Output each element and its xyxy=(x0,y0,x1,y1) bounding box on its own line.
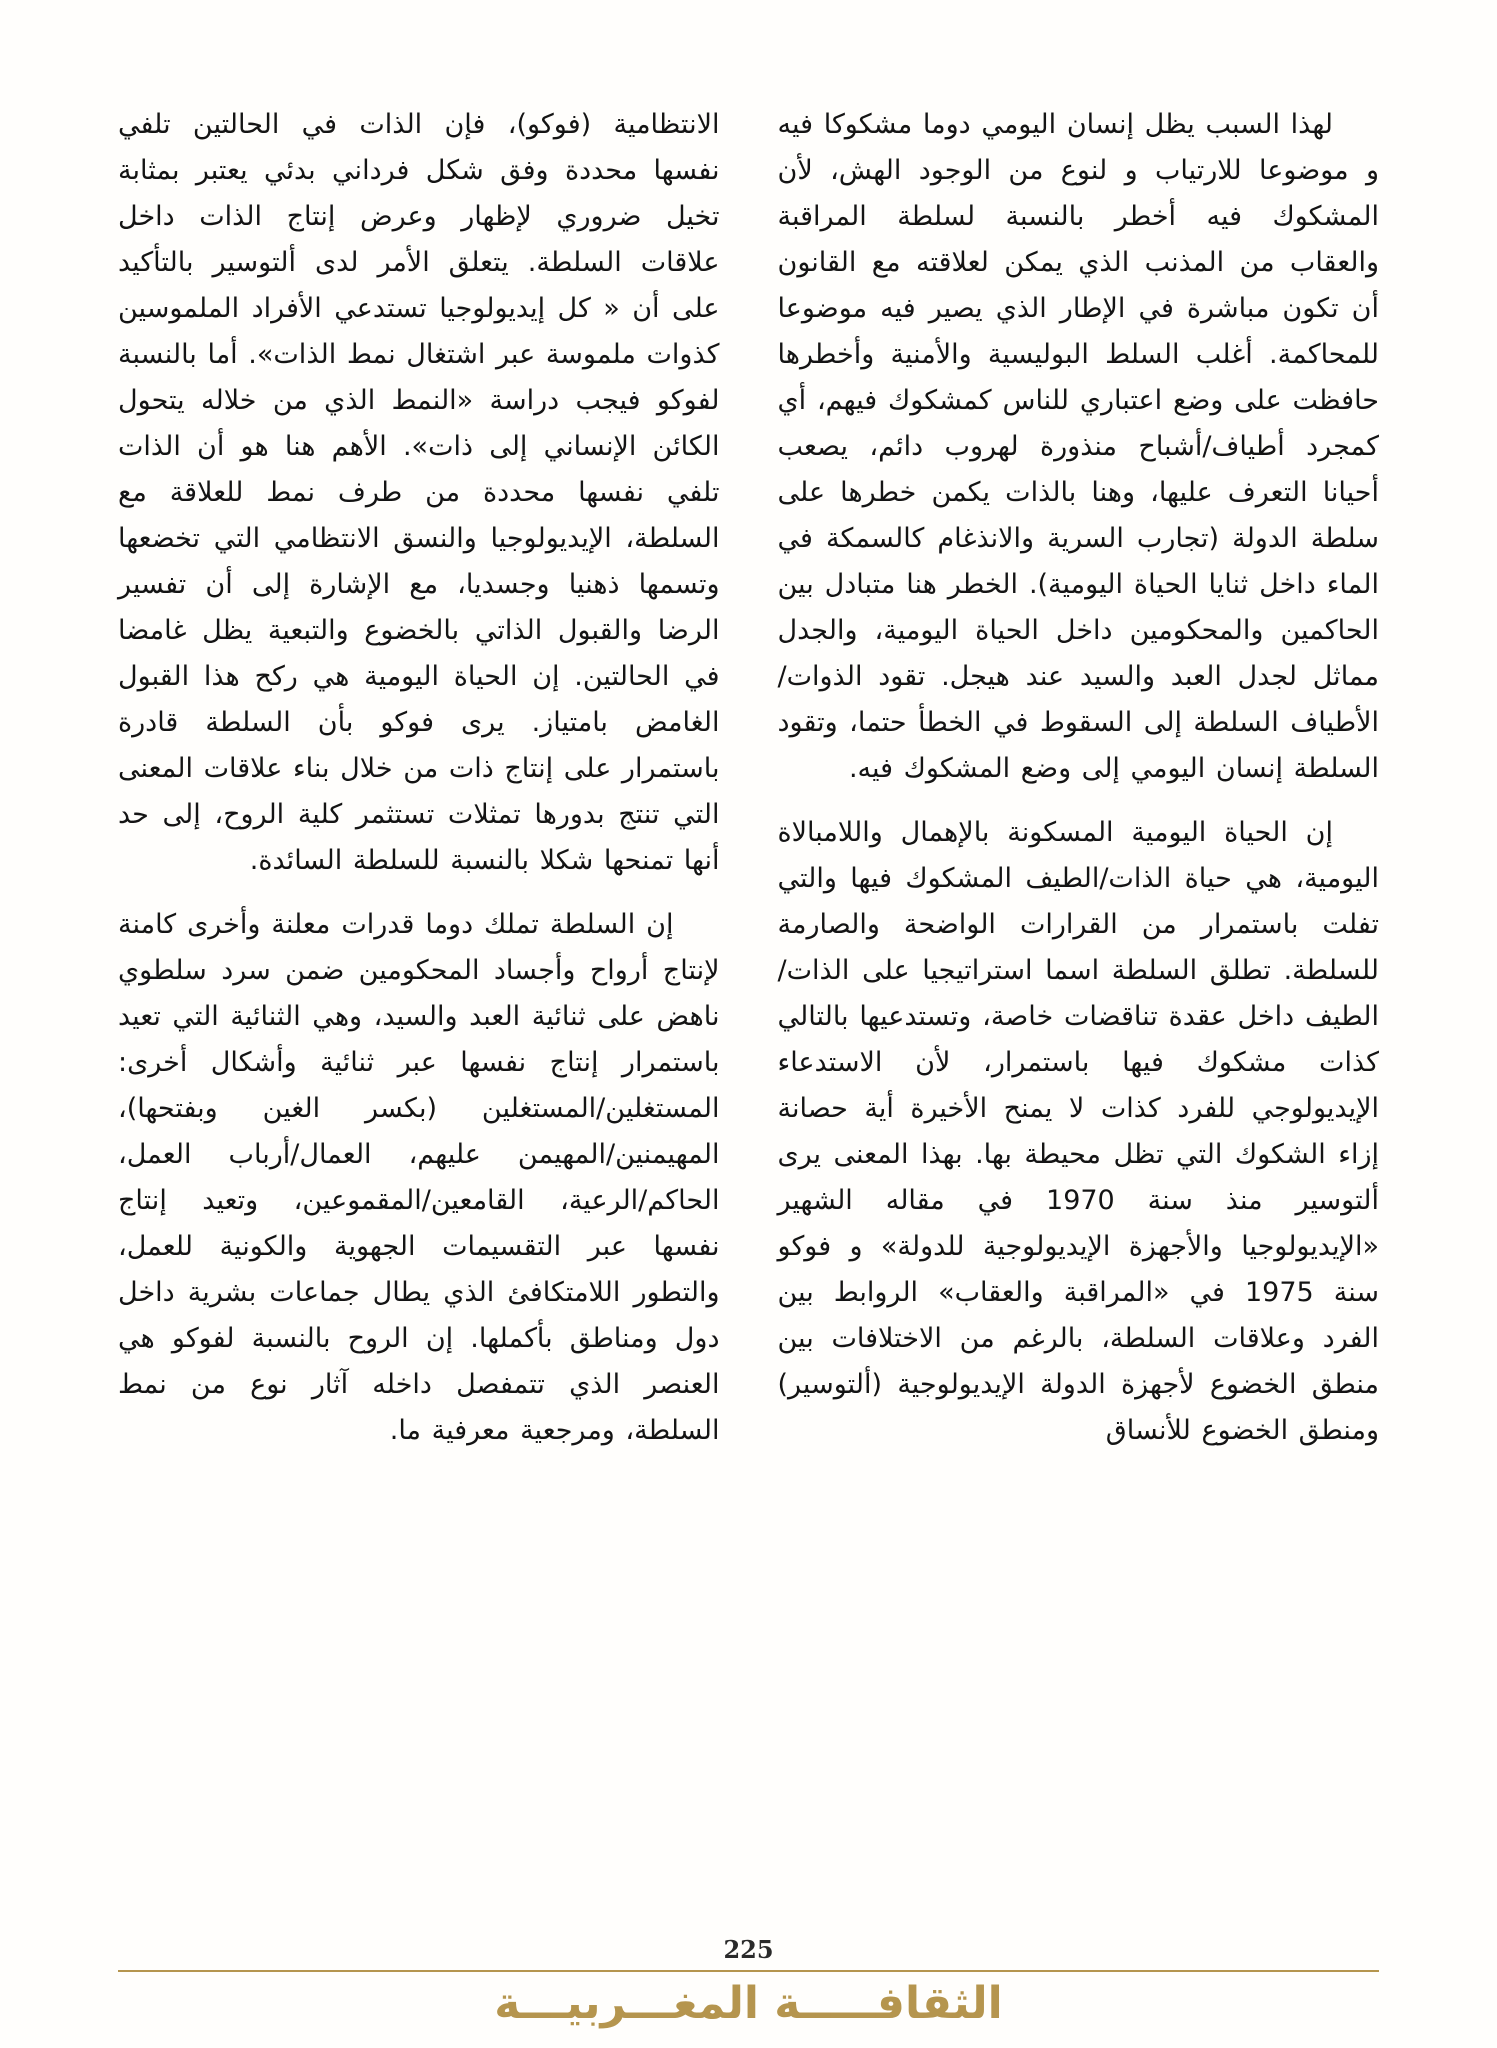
page-number: 225 xyxy=(723,1934,774,1964)
page-footer xyxy=(118,1935,1379,2028)
text-column-right xyxy=(778,102,1380,1918)
footer-divider xyxy=(118,1970,1379,1972)
journal-title-calligraphy: الثقافـــــة المغـــربيـــة xyxy=(494,1977,1003,2029)
paragraph: إن السلطة تملك دوما قدرات معلنة وأخرى كامنة لإنتاج أرواح وأجساد المحكومين ضمن سرد سلطوي ناهض على ثنائية العبد والسيد، وهي الثنائية التي تعيد باستمرار إنتاج نفسها عبر ثنائية وأشكال أخرى: المستغلين/المستغلين (بكسر الغين وبفتحها)، المهيمنين/المهيمن عليهم، العمال/أرباب العمل، الحاكم/الرعية، القامعين/المقموعين، وتعيد إنتاج نفسها عبر التقسيمات الجهوية والكونية للعمل، والتطور اللامتكافئ الذي يطال جماعات بشرية داخل دول ومناطق بأكملها. إن الروح بالنسبة لفوكو هي العنصر الذي تتمفصل داخله آثار نوع من نمط السلطة، ومرجعية معرفية ما. xyxy=(118,909,720,1446)
paragraph: إن الحياة اليومية المسكونة بالإهمال واللامبالاة اليومية، هي حياة الذات/الطيف المشكوك فيها والتي تفلت باستمرار من القرارات الواضحة والصارمة للسلطة. تطلق السلطة اسما استراتيجيا على الذات/الطيف داخل عقدة تناقضات خاصة، وتستدعيها بالتالي كذات مشكوك فيها باستمرار، لأن الاستدعاء الإيديولوجي للفرد كذات لا يمنح الأخيرة أية حصانة إزاء الشكوك التي تظل محيطة بها. بهذا المعنى يرى ألتوسير منذ سنة 1970 في مقاله الشهير «الإيديولوجيا والأجهزة الإيديولوجية للدولة» و فوكو سنة 1975 في «المراقبة والعقاب» الروابط بين الفرد وعلاقات السلطة، بالرغم من الاختلافات بين منطق الخضوع لأجهزة الدولة الإيديولوجية (ألتوسير) ومنطق الخضوع للأنساق xyxy=(777,817,1379,1446)
two-column-text-area xyxy=(118,102,1379,1918)
paragraph: لهذا السبب يظل إنسان اليومي دوما مشكوكا فيه و موضوعا للارتياب و لنوع من الوجود الهش، لأن المشكوك فيه أخطر بالنسبة لسلطة المراقبة والعقاب من المذنب الذي يمكن لعلاقته مع القانون أن تكون مباشرة في الإطار الذي يصير فيه موضوعا للمحاكمة. أغلب السلط البوليسية والأمنية وأخطرها حافظت على وضع اعتباري للناس كمشكوك فيهم، أي كمجرد أطياف/أشباح منذورة لهروب دائم، يصعب أحيانا التعرف عليها، وهنا بالذات يكمن خطرها على سلطة الدولة (تجارب السرية والانذغام كالسمكة في الماء داخل ثنايا الحياة اليومية). الخطر هنا متبادل بين الحاكمين والمحكومين داخل الحياة اليومية، والجدل مماثل لجدل العبد والسيد عند هيجل. تقود الذوات/الأطياف السلطة إلى السقوط في الخطأ حتما، وتقود السلطة إنسان اليومي إلى وضع المشكوك فيه. xyxy=(777,109,1379,784)
paragraph-continuation: الانتظامية (فوكو)، فإن الذات في الحالتين تلفي نفسها محددة وفق شكل فرداني بدئي يعتبر بمثابة تخيل ضروري لإظهار وعرض إنتاج الذات داخل علاقات السلطة. يتعلق الأمر لدى ألتوسير بالتأكيد على أن « كل إيديولوجيا تستدعي الأفراد الملموسين كذوات ملموسة عبر اشتغال نمط الذات». أما بالنسبة لفوكو فيجب دراسة «النمط الذي من خلاله يتحول الكائن الإنساني إلى ذات». الأهم هنا هو أن الذات تلفي نفسها محددة من طرف نمط للعلاقة مع السلطة، الإيديولوجيا والنسق الانتظامي التي تخضعها وتسمها ذهنيا وجسديا، مع الإشارة إلى أن تفسير الرضا والقبول الذاتي بالخضوع والتبعية يظل غامضا في الحالتين. إن الحياة اليومية هي ركح هذا القبول الغامض بامتياز. يرى فوكو بأن السلطة قادرة باستمرار على إنتاج ذات من خلال بناء علاقات المعنى التي تنتج بدورها تمثلات تستثمر كلية الروح، إلى حد أنها تمنحها شكلا بالنسبة للسلطة السائدة. xyxy=(118,109,720,876)
text-column-left xyxy=(118,102,720,1918)
